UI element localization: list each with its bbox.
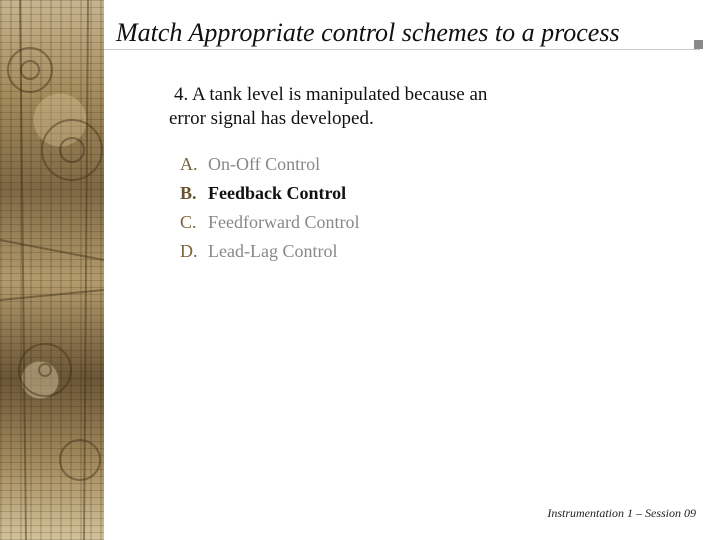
answer-option-a[interactable] <box>180 150 359 179</box>
slide-title: Match Appropriate control schemes to a process <box>116 18 620 47</box>
title-divider <box>104 49 700 50</box>
answer-option-d[interactable] <box>180 237 359 266</box>
question-line-1: 4. A tank level is manipulated because an <box>174 84 488 105</box>
answer-text: Feedback Control <box>208 183 347 203</box>
answer-letter: D. <box>180 241 198 261</box>
answer-letter: A. <box>180 154 198 174</box>
question-line-2: error signal has developed. <box>169 108 374 129</box>
corner-square-marker <box>694 40 703 49</box>
answer-letter: C. <box>180 212 197 232</box>
answer-letter: B. <box>180 183 197 203</box>
answer-option-b[interactable] <box>180 179 359 208</box>
slide-footer: Instrumentation 1 – Session 09 <box>547 506 696 520</box>
side-decoration-band <box>0 0 104 540</box>
question-text <box>169 83 539 131</box>
answer-text: On-Off Control <box>208 154 321 174</box>
answer-text: Feedforward Control <box>208 212 360 232</box>
answer-option-c[interactable] <box>180 208 359 237</box>
answer-text: Lead-Lag Control <box>208 241 338 261</box>
answer-options-list <box>180 150 359 266</box>
gear-collage-graphic <box>0 0 104 540</box>
